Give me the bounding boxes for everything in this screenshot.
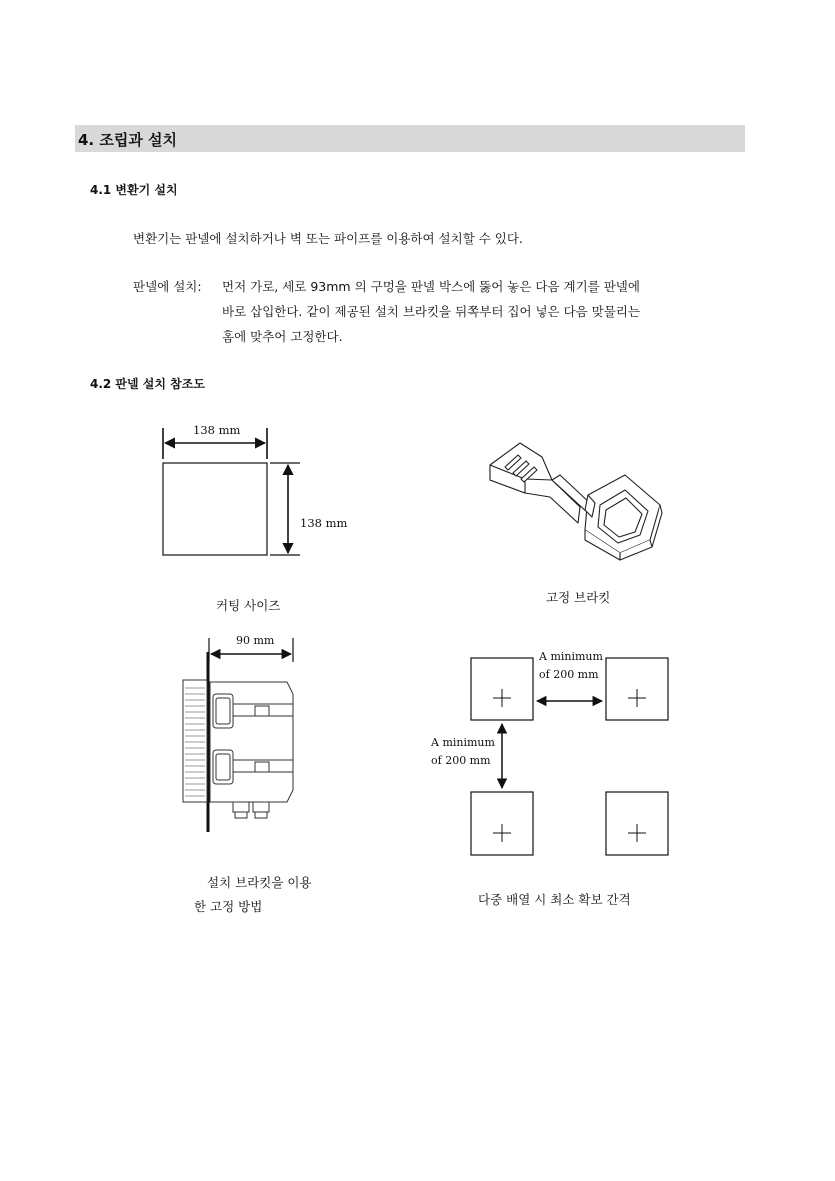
cutting-height-label: 138 mm [300,516,348,530]
horizontal-spacing-label-2: of 200 mm [539,668,599,681]
mount-depth-label: 90 mm [236,634,275,647]
mounting-method-diagram [175,632,375,862]
caption-spacing: 다중 배열 시 최소 확보 간격 [478,892,631,907]
cutting-size-diagram [150,425,370,565]
paragraph-panel-line3: 홈에 맞추어 고정한다. [222,329,343,344]
caption-mount-line2: 한 고정 방법 [194,899,263,914]
section-title: 4. 조립과 설치 [78,131,178,149]
subsection-title-install: 4.1 변환기 설치 [90,183,178,197]
caption-mount-line1: 설치 브라킷을 이용 [207,875,312,890]
horizontal-spacing-label-1: A minimum [539,650,603,663]
paragraph-panel-line1: 먼저 가로, 세로 93mm 의 구멍을 판넬 박스에 뚫어 놓은 다음 계기를 판넬에 [222,279,640,294]
vertical-spacing-label-1: A minimum [431,736,495,749]
paragraph-panel-line2: 바로 삽입한다. 같이 제공된 설치 브라킷을 뒤쪽부터 집어 넣은 다음 맞물리는 [222,304,641,319]
paragraph-panel-label: 판넬에 설치: [133,279,202,294]
paragraph-intro: 변환기는 판넬에 설치하거나 벽 또는 파이프를 이용하여 설치할 수 있다. [133,231,523,246]
fixing-bracket-drawing [480,435,670,560]
cutting-width-label: 138 mm [193,423,241,437]
caption-cutting-size: 커팅 사이즈 [216,598,281,613]
subsection-title-reference: 4.2 판넬 설치 참조도 [90,377,205,391]
caption-fixing-bracket: 고정 브라킷 [546,590,611,605]
vertical-spacing-label-2: of 200 mm [431,754,491,767]
